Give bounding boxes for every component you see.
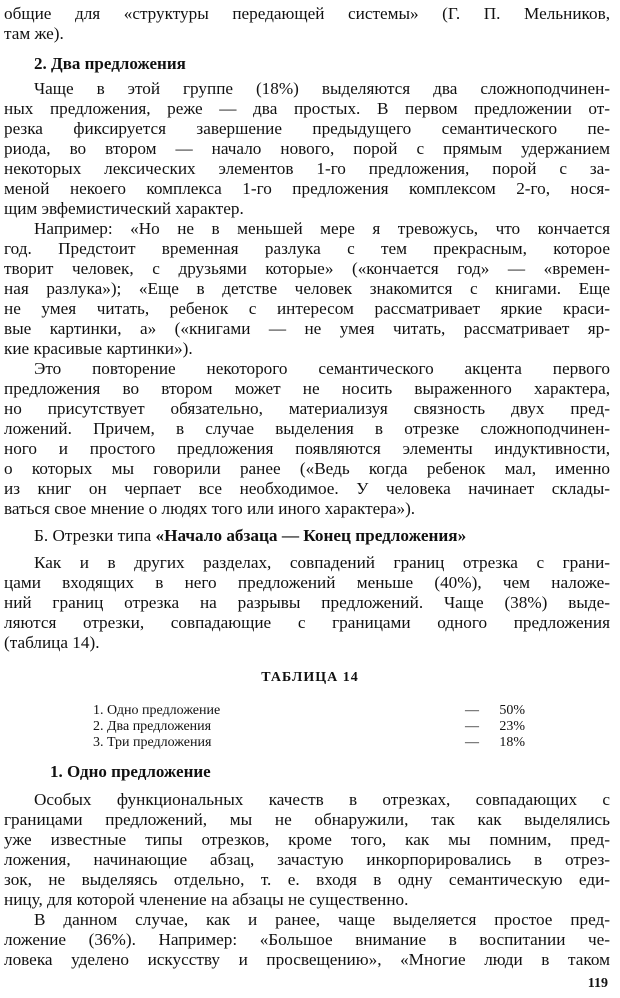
section-b-label: Б. Отрезки типа	[34, 526, 152, 545]
text-line: меной некоего комплекса 1-го предложения комплексом 2-го, нося-	[4, 179, 610, 198]
text-line: ваться свое мнение о людях того или иного характера»).	[4, 499, 416, 518]
text-line: творит человек, с друзьями которые» («кончается год» — «времен-	[4, 259, 610, 278]
text-line: цами входящих в него предложений меньше (40%), чем наложе-	[4, 573, 610, 592]
section-heading: 2. Два предложения	[34, 54, 186, 73]
text-line: вые картинки, а» («книгами — не умея читать, рассматривает яр-	[4, 319, 610, 338]
text-line: Особых функциональных качеств в отрезках, совпадающих с	[34, 790, 610, 809]
text-line: ляются отрезки, совпадающие с границами одного предложения	[4, 613, 610, 632]
text-line: ницу, для которой членение на абзацы не существенно.	[4, 890, 409, 909]
page-number: 119	[587, 976, 608, 991]
table-row	[93, 734, 533, 751]
text-line: зок, не выделяясь отдельно, т. е. входя в одну семантическую еди-	[4, 870, 610, 889]
text-line: ний границ отрезка на разрывы предложений. Чаще (38%) выде-	[4, 593, 610, 612]
table-title: ТАБЛИЦА 14	[261, 670, 359, 685]
text-line: год. Предстоит временная разлука с тем прекрасным, которое	[4, 239, 610, 258]
text-line: не умея читать, ребенок с интересом рассматривает яркие краси-	[4, 299, 610, 318]
text-line: границами предложений, мы не обнаружили, так как выделялись	[4, 810, 610, 829]
table-row-label: 3. Три предложения	[93, 735, 212, 750]
text-line: (таблица 14).	[4, 633, 100, 652]
text-line: Как и в других разделах, совпадений границ отрезка с грани-	[34, 553, 610, 572]
text-line: ложения, начинающие абзац, зачастую инкорпорировались в отрез-	[4, 850, 610, 869]
text-line: Чаще в этой группе (18%) выделяются два сложноподчинен-	[34, 79, 610, 98]
text-line: уже известные типы отрезков, кроме того, как мы помним, пред-	[4, 830, 610, 849]
text-line: общие для «структуры передающей системы» (Г. П. Мельников,	[4, 4, 610, 23]
table-row-value: 23%	[499, 719, 525, 734]
text-line: ложений. Причем, в случае выделения в отрезке сложноподчинен-	[4, 419, 610, 438]
table-row-dash: —	[465, 735, 479, 750]
text-line: но присутствует обязательно, материализуя связность двух пред-	[4, 399, 610, 418]
text-line: ловека уделено искусству и просвещению», «Многие люди в таком	[4, 950, 610, 969]
text-line: Например: «Но не в меньшей мере я тревожусь, что кончается	[34, 219, 610, 238]
section-b-title: «Начало абзаца — Конец предложения»	[155, 526, 467, 545]
table-row-value: 50%	[499, 703, 525, 718]
text-line: некоторых лексических элементов 1-го предложения, порой с за-	[4, 159, 610, 178]
text-line: ного и простого предложения появляются элементы индуктивности,	[4, 439, 610, 458]
text-line: там же).	[4, 24, 64, 43]
table-row-label: 1. Одно предложение	[93, 703, 221, 718]
text-line: кие красивые картинки»).	[4, 339, 193, 358]
table-row-dash: —	[465, 703, 479, 718]
text-line: щим эвфемистический характер.	[4, 199, 244, 218]
text-line: ная разлука»); «Еще в детстве человек знакомится с книгами. Еще	[4, 279, 610, 298]
section-b-heading	[34, 526, 610, 546]
text-line: В данном случае, как и ранее, чаще выделяется простое пред-	[34, 910, 610, 929]
table-row	[93, 718, 533, 735]
text-line: из книг он черпает все необходимое. У человека начинает склады-	[4, 479, 610, 498]
text-line: ложение (36%). Например: «Большое внимание в воспитании че-	[4, 930, 610, 949]
text-line: риода, во втором — начало нового, порой с прямым удержанием	[4, 139, 610, 158]
text-line: ных предложения, реже — два простых. В первом предложении от-	[4, 99, 610, 118]
section-heading: 1. Одно предложение	[50, 762, 211, 781]
table-row-label: 2. Два предложения	[93, 719, 212, 734]
text-line: предложения во втором может не носить выраженного характера,	[4, 379, 610, 398]
table-row-value: 18%	[499, 735, 525, 750]
table-row-dash: —	[465, 719, 479, 734]
text-line: резка фиксируется завершение предыдущего семантического пе-	[4, 119, 610, 138]
text-line: Это повторение некоторого семантического акцента первого	[34, 359, 610, 378]
text-line: о которых мы говорили ранее («Ведь когда ребенок мал, именно	[4, 459, 610, 478]
table-row	[93, 702, 533, 719]
